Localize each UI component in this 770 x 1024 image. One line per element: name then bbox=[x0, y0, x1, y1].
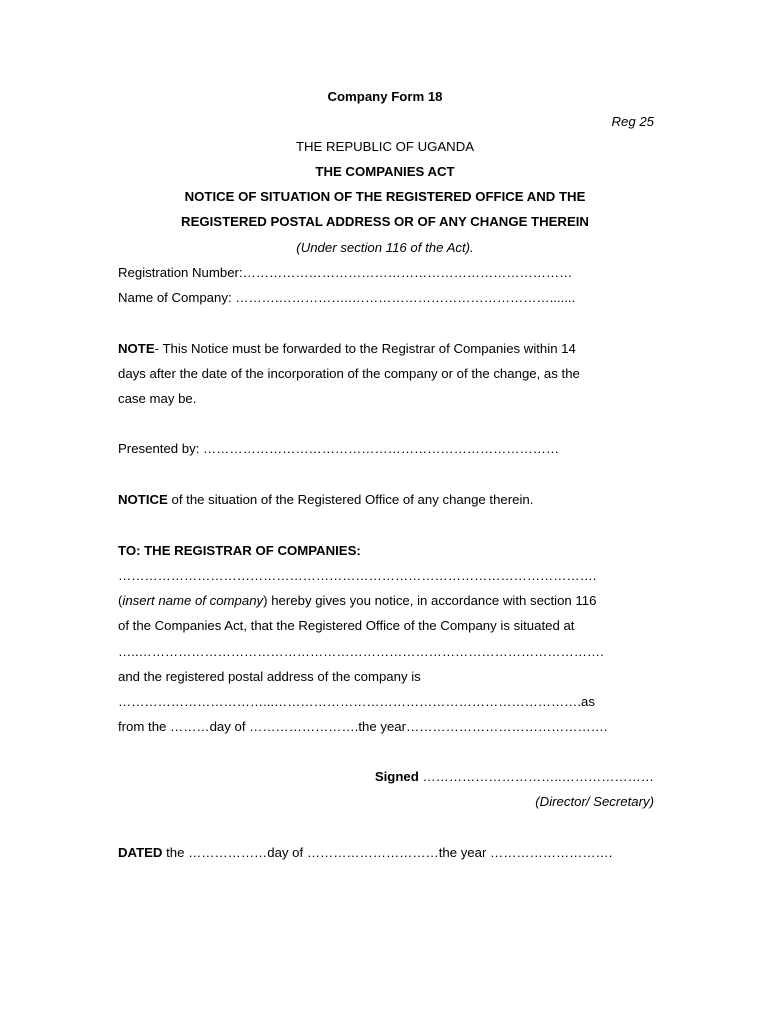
company-name-field: Name of Company: ……….……………..………………………………………....... bbox=[118, 290, 576, 305]
addressee: TO: THE REGISTRAR OF COMPANIES: bbox=[118, 543, 361, 558]
signed-label: Signed bbox=[374, 769, 419, 784]
signatory-role: (Director/ Secretary) bbox=[535, 794, 654, 809]
reg-number: Reg 25 bbox=[611, 114, 654, 129]
notice-label: NOTICE bbox=[118, 492, 168, 507]
dated-label: DATED bbox=[118, 845, 163, 860]
insert-company-hint: insert name of company bbox=[122, 593, 264, 608]
notice-title-line-2: REGISTERED POSTAL ADDRESS OR OF ANY CHANGE THEREIN bbox=[181, 214, 589, 229]
registration-number-field: Registration Number:………………………………………………………………… bbox=[118, 265, 573, 280]
note-line-1 bbox=[118, 341, 658, 357]
notice-title-line-1: NOTICE OF SITUATION OF THE REGISTERED OFFICE AND THE bbox=[184, 189, 586, 204]
form-title: Company Form 18 bbox=[327, 89, 443, 104]
paren-open: ( bbox=[118, 593, 123, 608]
office-location-blank: …..……………………………………………………………………………………………. bbox=[118, 644, 604, 659]
note-line-2: days after the date of the incorporation of the company or of the change, as the bbox=[118, 366, 580, 381]
signature-line bbox=[118, 769, 654, 785]
note-text-1: - This Notice must be forwarded to the Registrar of Companies within 14 bbox=[154, 341, 576, 356]
companies-act-line: of the Companies Act, that the Registered Office of the Company is situated at bbox=[118, 618, 575, 633]
insert-company-line bbox=[118, 593, 658, 609]
dated-line bbox=[118, 845, 658, 861]
signature-blank: …………………………..………………… bbox=[418, 769, 654, 784]
notice-situation-text: of the situation of the Registered Office of any change therein. bbox=[167, 492, 534, 507]
notice-situation bbox=[118, 492, 658, 508]
company-name-blank: ………………………………………………………………………………………………. bbox=[118, 568, 597, 583]
insert-company-text: ) hereby gives you notice, in accordance with section 116 bbox=[263, 593, 597, 608]
republic-heading: THE REPUBLIC OF UGANDA bbox=[295, 139, 475, 154]
note-line-3: case may be. bbox=[118, 391, 197, 406]
act-heading: THE COMPANIES ACT bbox=[315, 164, 455, 179]
note-label: NOTE bbox=[118, 341, 155, 356]
postal-address-blank: ……………………………...…………………………………………………………….as bbox=[118, 694, 595, 709]
postal-address-line: and the registered postal address of the company is bbox=[118, 669, 421, 684]
dated-blank: the ………………day of …………………………the year ………………………. bbox=[162, 845, 613, 860]
presented-by-field: Presented by: ……………………………………………………………………… bbox=[118, 441, 560, 456]
under-section: (Under section 116 of the Act). bbox=[296, 240, 474, 255]
effective-date-line: from the ………day of …………………….the year………………………………………. bbox=[118, 719, 608, 734]
